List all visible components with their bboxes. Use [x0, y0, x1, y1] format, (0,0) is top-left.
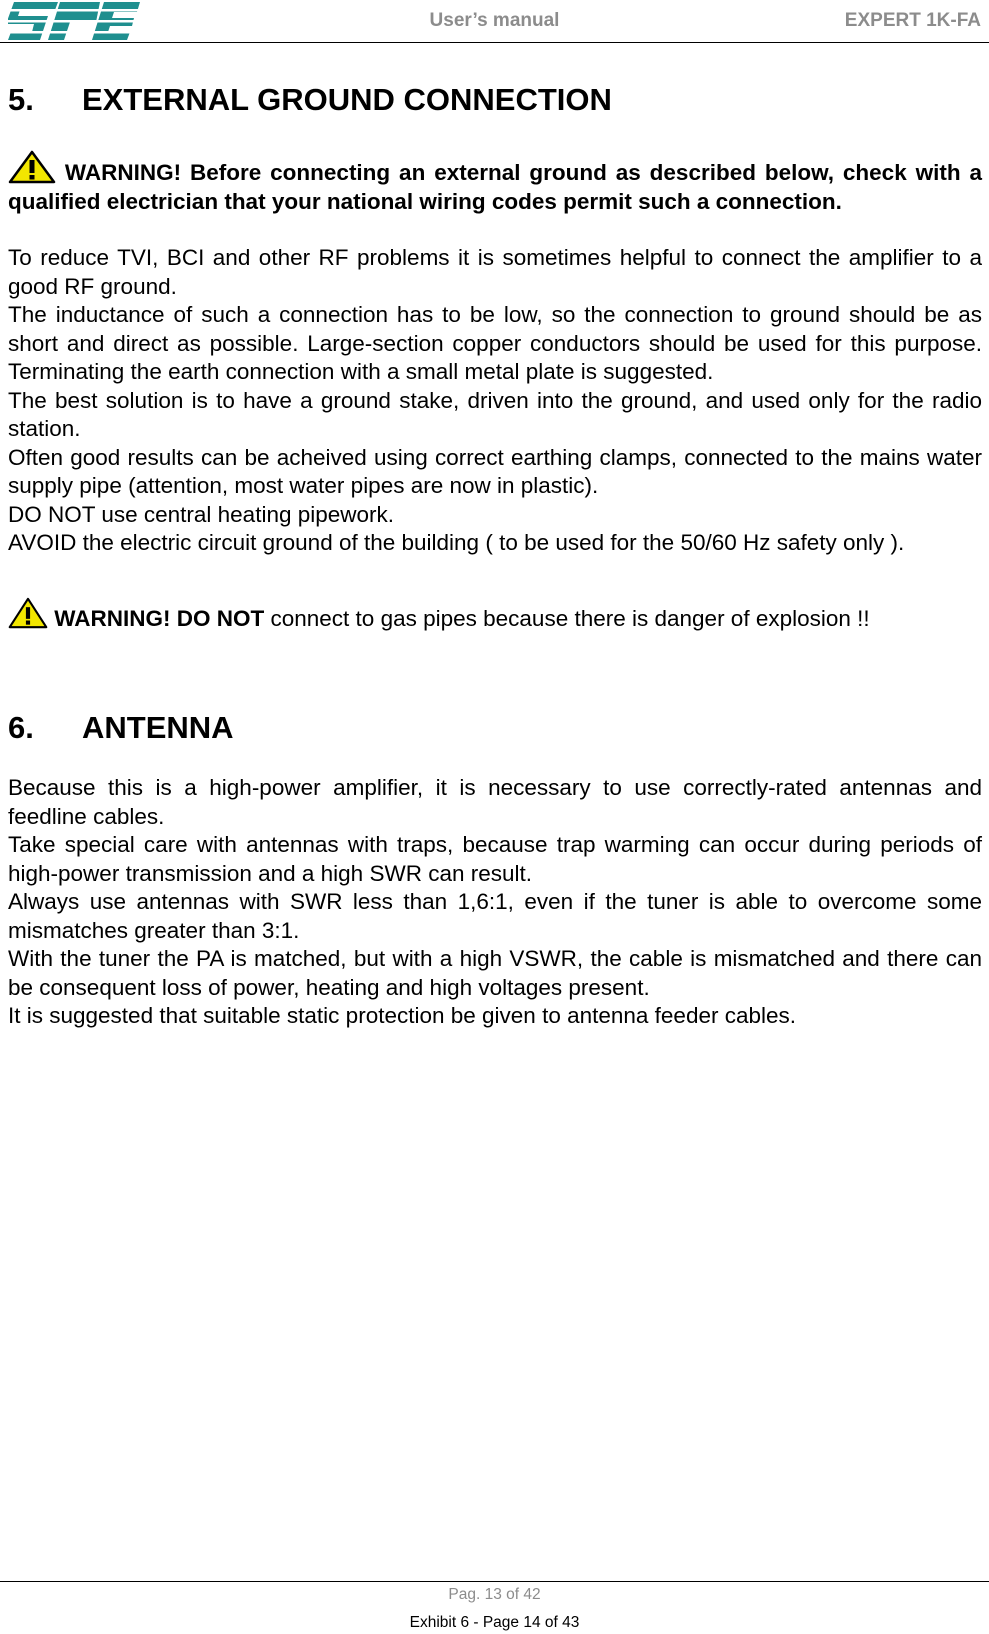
header-divider [0, 42, 989, 43]
warning-gas-bold: WARNING! DO NOT [54, 605, 265, 631]
s6-paragraph-1: Because this is a high-power amplifier, it is necessary to use correctly-rated antennas and feedline cables. [8, 775, 982, 829]
page-content [8, 80, 982, 1031]
header-title: User’s manual [429, 10, 560, 31]
s6-paragraph-3: Always use antennas with SWR less than 1,6:1, even if the tuner is able to overcome some mismatches greater than 3:1. [8, 889, 982, 943]
footer-divider [0, 1581, 989, 1582]
section-6-number: 6. [8, 710, 34, 745]
section-6-heading [8, 708, 982, 748]
header-product: EXPERT 1K-FA [844, 10, 981, 31]
warning-gas-text: connect to gas pipes because there is danger of explosion !! [264, 605, 870, 631]
section-6-title: ANTENNA [82, 710, 234, 745]
s6-paragraph-2: Take special care with antennas with traps, because trap warming can occur during periods of high-power transmission and a high SWR can result. [8, 832, 982, 886]
section-5-title: EXTERNAL GROUND CONNECTION [82, 82, 612, 117]
section-5-heading [8, 80, 982, 120]
warning-ground-paragraph [8, 150, 982, 216]
s5-paragraph-6: AVOID the electric circuit ground of the building ( to be used for the 50/60 Hz safety only ). [8, 530, 905, 555]
warning-gas-paragraph [8, 596, 982, 634]
s6-paragraph-5: It is suggested that suitable static protection be given to antenna feeder cables. [8, 1003, 797, 1028]
page-header [0, 0, 989, 44]
warning-icon [8, 596, 48, 630]
exhibit-label: Exhibit 6 - Page 14 of 43 [409, 1614, 580, 1631]
section-5-number: 5. [8, 82, 34, 117]
s5-paragraph-4: Often good results can be acheived using correct earthing clamps, connected to the mains water supply pipe (attention, most water pipes are now in plastic). [8, 444, 982, 498]
warning-ground-text: WARNING! Before connecting an external ground as described below, check with a qualified electrician that your national wiring codes permit such a connection. [8, 160, 982, 214]
warning-icon [8, 150, 56, 184]
s5-paragraph-2: The inductance of such a connection has to be low, so the connection to ground should be as short and direct as possible. Large-section copper conductors should be used for this purpose. Terminating the earth connection with a small metal plate is suggested. [8, 302, 982, 384]
s6-paragraph-4: With the tuner the PA is matched, but with a high VSWR, the cable is mismatched and there can be consequent loss of power, heating and high voltages present. [8, 946, 982, 1000]
s5-paragraph-1: To reduce TVI, BCI and other RF problems it is sometimes helpful to connect the amplifier to a good RF ground. [8, 245, 982, 299]
s5-paragraph-3: The best solution is to have a ground stake, driven into the ground, and used only for the radio station. [8, 387, 982, 441]
s5-paragraph-5: DO NOT use central heating pipework. [8, 501, 395, 527]
page-number: Pag. 13 of 42 [448, 1586, 541, 1603]
